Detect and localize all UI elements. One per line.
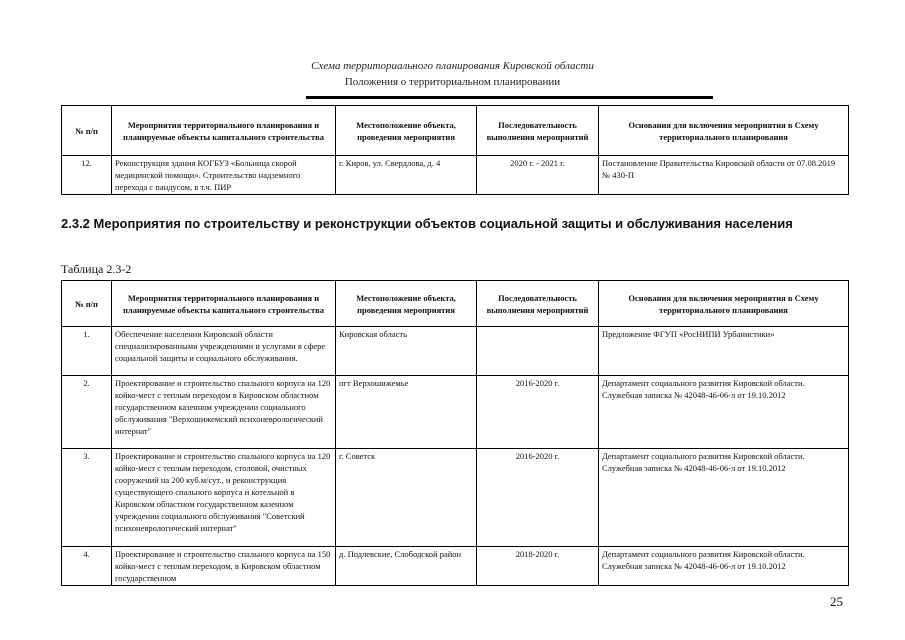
col-header-measures: Мероприятия территориального планирования и планируемые объекты капитального строительства [112,106,336,156]
cell-measure: Проектирование и строительство спального корпуса на 150 койко-мест с теплым переходом, в Кировском областном государственном [112,547,336,586]
cell-num: 2. [62,376,112,449]
cell-sequence: 2020 г. - 2021 г. [477,156,599,195]
cell-basis: Департамент социального развития Кировской области. Служебная записка № 42048-46-06-л от 19.10.2012 [599,547,849,586]
cell-measure: Проектирование и строительство спального корпуса на 120 койко-мест с теплым переходом в Кировском областном государственном казенном учреждении социального обслуживания "Верхошижемский психоневрологический интернат" [112,376,336,449]
table-header-row [62,106,849,156]
cell-measure: Обеспечение населения Кировской области специализированными учреждениями и услугами в сфере социальной защиты и социального обслуживания. [112,327,336,376]
cell-measure: Реконструкция здания КОГБУЗ «Больница скорой медицинской помощи». Строительство надземного перехода с пандусом, в т.ч. ПИР [112,156,336,195]
document-subtitle: Положения о территориальном планировании [344,76,561,88]
cell-location: Кировская область [336,327,477,376]
cell-basis: Департамент социального развития Кировской области. Служебная записка № 42048-46-06-л от 19.10.2012 [599,376,849,449]
cell-location: г. Советск [336,449,477,547]
cell-num: 1. [62,327,112,376]
header-rule [306,96,713,99]
cell-sequence: 2016-2020 г. [477,376,599,449]
col-header-location: Местоположение объекта, проведения мероприятия [336,281,477,327]
table-row [62,327,849,376]
table-row [62,376,849,449]
cell-location: д. Подлевские, Слободской район [336,547,477,586]
measures-table-continued [61,105,849,195]
social-protection-table [61,280,849,586]
col-header-measures: Мероприятия территориального планирования и планируемые объекты капитального строительства [112,281,336,327]
col-header-location: Местоположение объекта, проведения мероприятия [336,106,477,156]
cell-num: 12. [62,156,112,195]
cell-basis: Департамент социального развития Кировской области. Служебная записка № 42048-46-06-л от 19.10.2012 [599,449,849,547]
table-header-row [62,281,849,327]
table-caption: Таблица 2.3-2 [61,262,132,276]
cell-basis: Постановление Правительства Кировской области от 07.08.2019 № 430-П [599,156,849,195]
cell-location: пгт Верхошижемье [336,376,477,449]
table-row [62,547,849,586]
col-header-basis: Основания для включения мероприятия в Схему территориального планирования [599,106,849,156]
col-header-num: № п/п [62,106,112,156]
table-row [62,449,849,547]
cell-num: 4. [62,547,112,586]
col-header-basis: Основания для включения мероприятия в Схему территориального планирования [599,281,849,327]
cell-measure: Проектирование и строительство спального корпуса на 120 койко-мест с теплым переходом, столовой, очистных сооружений на 200 куб.м/сут., и реконструкция существующего спального корпуса и котельной в Кировском областном государственном казенном учреждении социального обслуживания "Советский психоневрологический интернат" [112,449,336,547]
table-row [62,156,849,195]
col-header-sequence: Последовательность выполнения мероприятий [477,106,599,156]
cell-sequence: 2016-2020 г. [477,449,599,547]
cell-basis: Предложение ФГУП «РосНИПИ Урбанистики» [599,327,849,376]
cell-num: 3. [62,449,112,547]
document-title: Схема территориального планирования Кировской области [311,60,594,72]
cell-location: г. Киров, ул. Свердлова, д. 4 [336,156,477,195]
cell-sequence: 2018-2020 г. [477,547,599,586]
col-header-sequence: Последовательность выполнения мероприятий [477,281,599,327]
cell-sequence [477,327,599,376]
section-heading: 2.3.2 Мероприятия по строительству и реконструкции объектов социальной защиты и обслуживания населения [61,216,793,231]
page-number: 25 [830,594,843,609]
col-header-num: № п/п [62,281,112,327]
